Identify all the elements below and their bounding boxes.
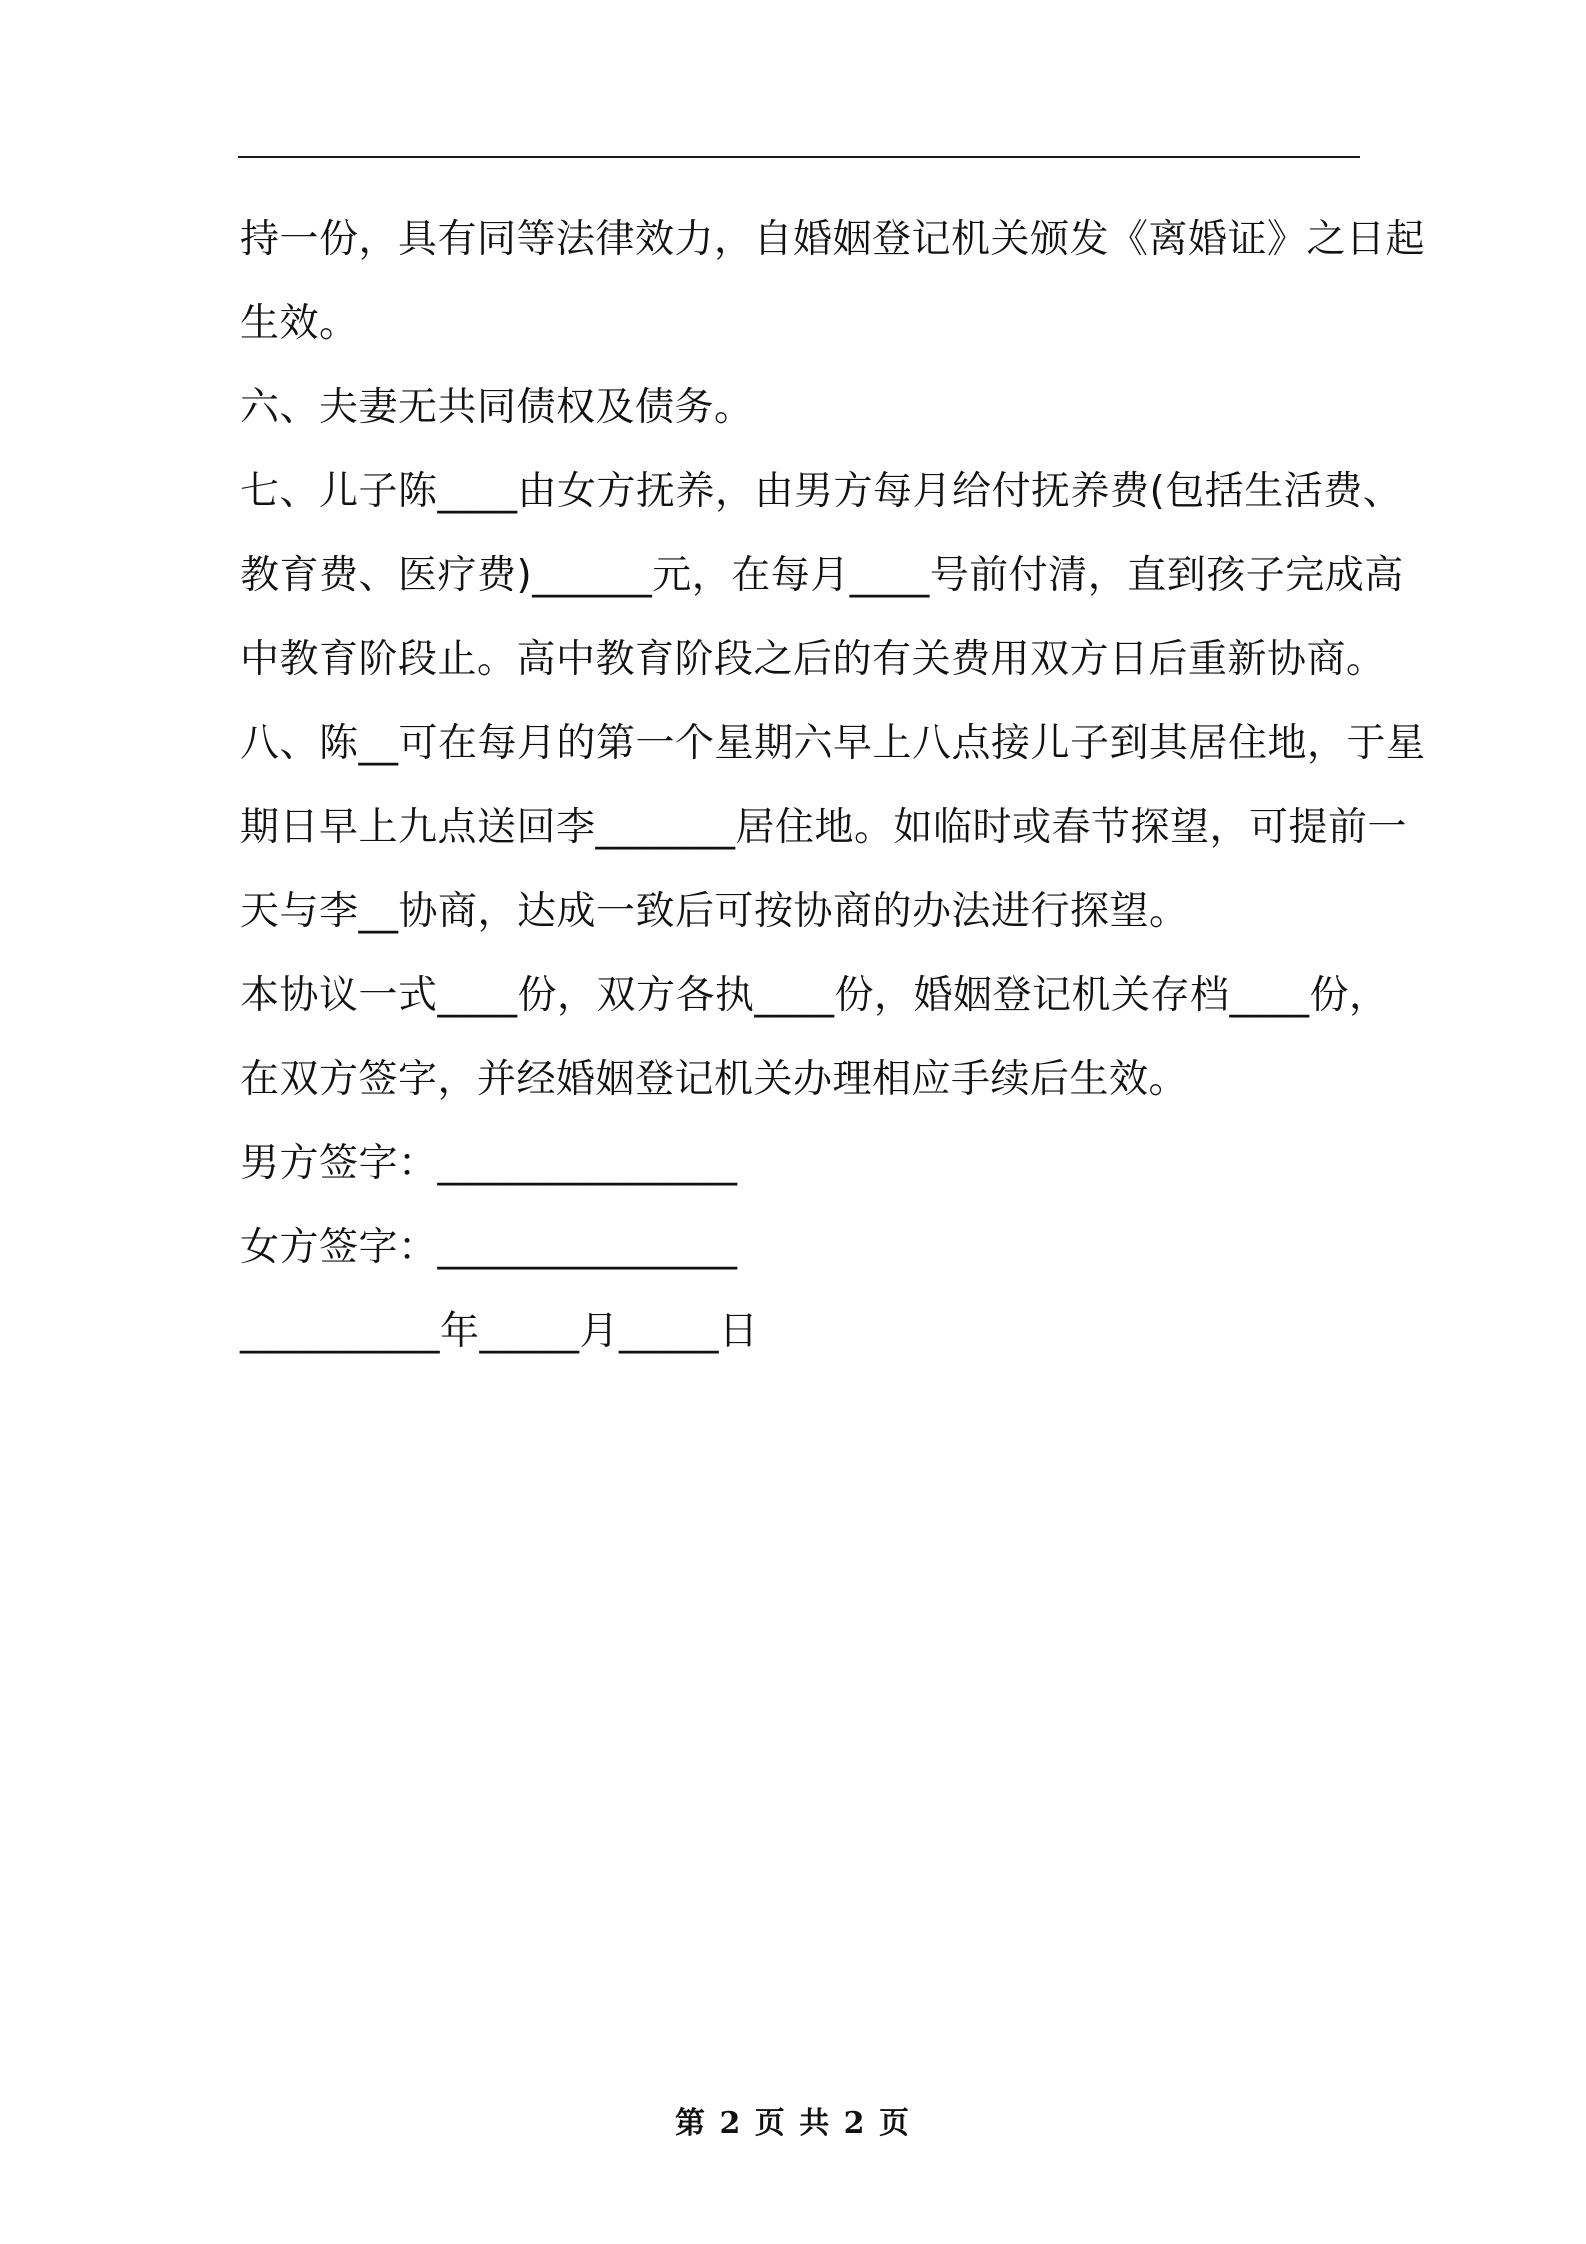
header-divider [238,156,1360,158]
paragraph-line: 持一份，具有同等法律效力，自婚姻登记机关颁发《离婚证》之日起 [240,217,1426,262]
clause-six: 六、夫妻无共同债权及债务。 [240,385,754,430]
paragraph-line: 教育费、医疗费)______元，在每月____号前付清，直到孩子完成高 [240,553,1404,598]
paragraph-line: 天与李__协商，达成一致后可按协商的办法进行探望。 [240,889,1189,934]
paragraph-line: 生效。 [240,301,359,346]
paragraph-line: 中教育阶段止。高中教育阶段之后的有关费用双方日后重新协商。 [240,637,1386,682]
clause-eight: 八、陈__可在每月的第一个星期六早上八点接儿子到其居住地，于星 [240,721,1426,766]
male-signature-line: 男方签字：_______________ [240,1141,738,1186]
female-signature-line: 女方签字：_______________ [240,1225,738,1270]
clause-seven: 七、儿子陈____由女方抚养，由男方每月给付抚养费(包括生活费、 [240,469,1403,514]
document-body [240,198,1426,1374]
copies-statement: 本协议一式____份，双方各执____份，婚姻登记机关存档____份， [240,973,1389,1018]
page-number: 第 2 页 共 2 页 [675,2106,911,2141]
paragraph-line: 在双方签字，并经婚姻登记机关办理相应手续后生效。 [240,1057,1189,1102]
paragraph-line: 期日早上九点送回李_______居住地。如临时或春节探望，可提前一 [240,805,1408,850]
date-line: __________年_____月_____日 [240,1309,759,1354]
